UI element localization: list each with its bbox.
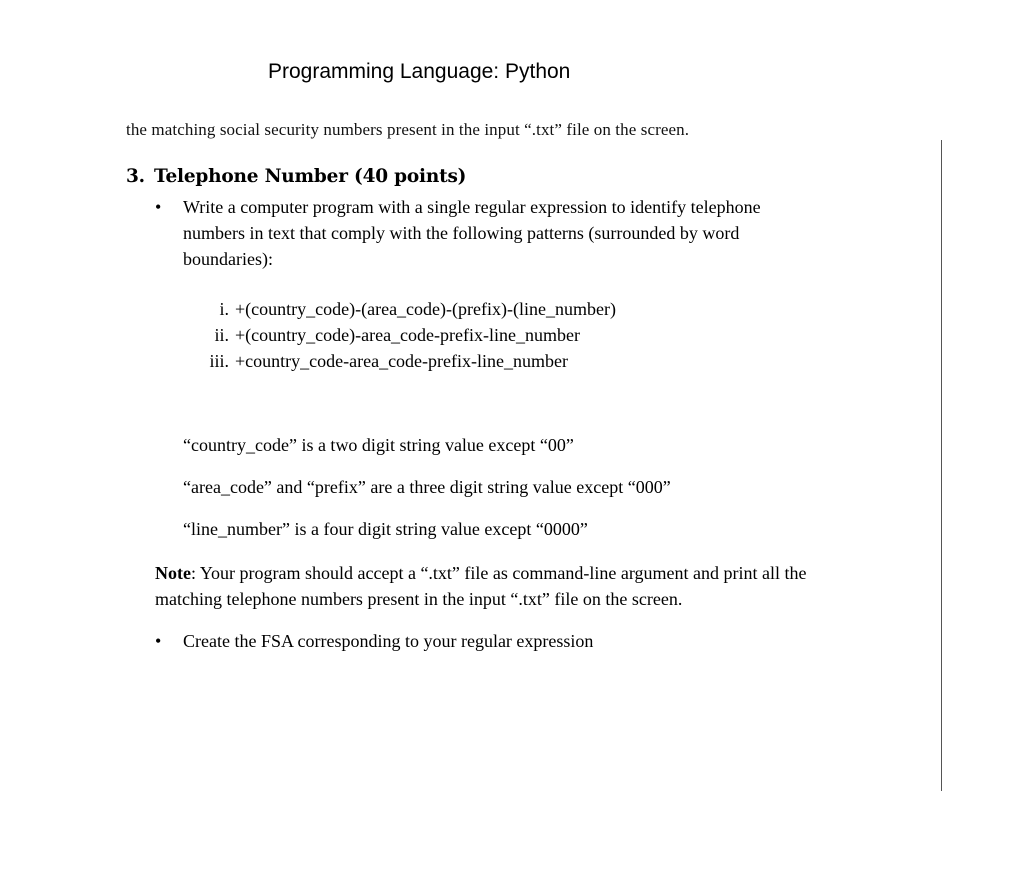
page-title: Programming Language: Python: [268, 60, 571, 83]
definition-line-number: “line_number” is a four digit string value except “0000”: [183, 519, 588, 539]
pattern-text: +country_code-area_code-prefix-line_number: [235, 351, 568, 371]
note-paragraph: [155, 560, 835, 612]
definition-area-code-prefix: “area_code” and “prefix” are a three digit string value except “000”: [183, 477, 671, 497]
cutoff-text-line: [126, 120, 758, 139]
note-text: : Your program should accept a “.txt” file as command-line argument and print all the matching telephone numbers present in the input “.txt” file on the screen.: [155, 563, 807, 609]
definition-country-code: “country_code” is a two digit string value except “00”: [183, 435, 574, 455]
pattern-item: [183, 322, 580, 348]
instruction-text: Write a computer program with a single regular expression to identify telephone numbers in text that comply with the following patterns (surrounded by word boundaries):: [183, 197, 761, 269]
section-number: 3.: [126, 166, 145, 187]
pattern-text: +(country_code)-area_code-prefix-line_number: [235, 325, 580, 345]
pattern-text: +(country_code)-(area_code)-(prefix)-(line_number): [235, 299, 616, 319]
section-title: Telephone Number (40 points): [154, 166, 467, 187]
bullet-icon: •: [155, 631, 162, 651]
pattern-marker: i.: [219, 299, 229, 319]
cutoff-text: the matching social security numbers present in the input “.txt” file on the screen.: [126, 120, 690, 139]
bullet-icon: •: [155, 197, 162, 217]
pattern-item: [183, 296, 616, 322]
pattern-marker: iii.: [209, 351, 229, 371]
fsa-instruction-text: Create the FSA corresponding to your regular expression: [183, 631, 594, 651]
note-label: Note: [155, 563, 191, 583]
section-heading: [126, 166, 466, 187]
pattern-marker: ii.: [214, 325, 229, 345]
pattern-item: [183, 348, 568, 374]
document-right-border: [941, 140, 942, 791]
